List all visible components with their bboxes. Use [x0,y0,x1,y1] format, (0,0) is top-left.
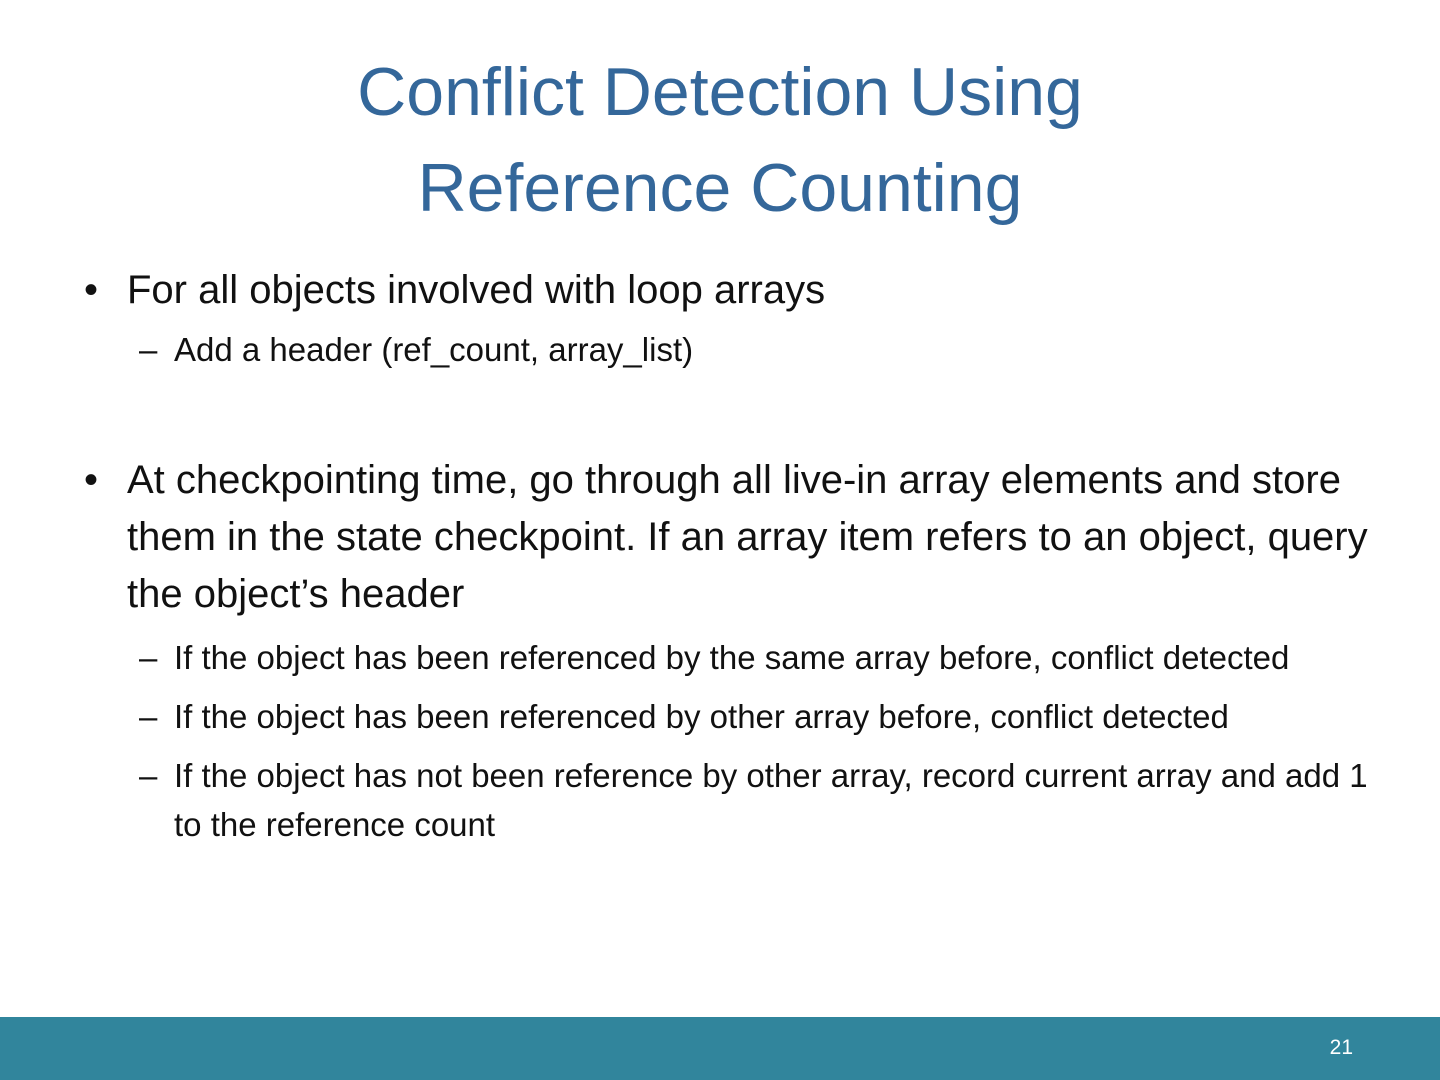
sub-bullet-text: If the object has been referenced by other array before, conflict detected [174,698,1229,735]
bullet-text: At checkpointing time, go through all live-in array elements and store them in the state checkpoint. If an array item refers to an object, query the object’s header [127,458,1368,616]
title-line-2: Reference Counting [417,150,1023,226]
bullet-marker: • [84,268,99,312]
sub-bullet-text: Add a header (ref_count, array_list) [174,331,694,368]
bullet-item [84,262,1374,319]
sub-bullet-item [84,692,1374,741]
bullet-marker: • [84,458,99,502]
sub-bullet-item [84,325,1374,374]
sub-bullet-item [84,751,1374,849]
sub-bullet-marker: – [139,639,158,676]
bullet-item [84,452,1374,623]
slide-title [0,44,1440,236]
sub-bullet-text: If the object has been referenced by the same array before, conflict detected [174,639,1290,676]
sub-bullet-item [84,633,1374,682]
sub-bullet-marker: – [139,331,158,368]
slide-body [84,262,1374,849]
bullet-text: For all objects involved with loop arrays [127,268,826,312]
sub-bullet-text: If the object has not been reference by other array, record current array and add 1 to the reference count [174,757,1368,843]
sub-bullet-marker: – [139,698,158,735]
sub-bullet-marker: – [139,757,158,794]
title-line-1: Conflict Detection Using [357,54,1083,130]
footer-bar [0,1017,1440,1080]
page-number: 21 [1329,1036,1353,1059]
